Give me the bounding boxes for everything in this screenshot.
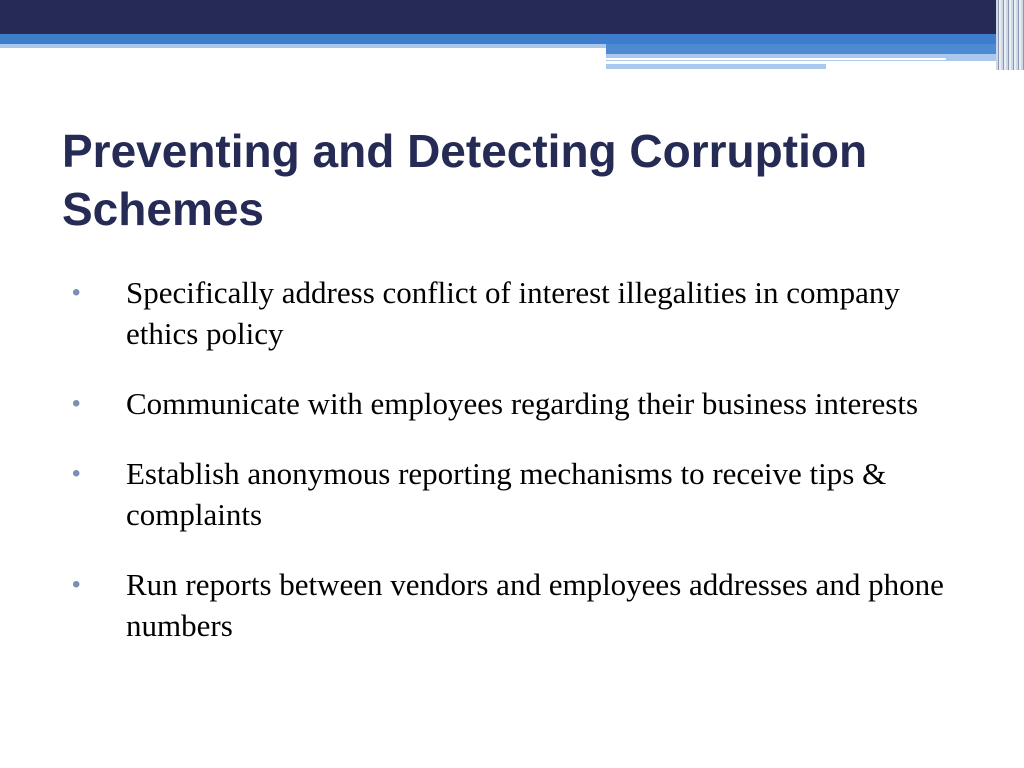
header-band-mid [606, 44, 1006, 54]
bullet-item [72, 272, 972, 354]
bullet-text: Communicate with employees regarding their business interests [126, 386, 919, 421]
bullet-dot-icon: • [72, 460, 81, 487]
bullet-list [72, 272, 972, 675]
bullet-dot-icon: • [72, 571, 81, 598]
bullet-item [72, 383, 972, 424]
bullet-dot-icon: • [72, 390, 81, 417]
header-stripes [996, 0, 1024, 70]
bullet-text: Specifically address conflict of interest illegalities in company ethics policy [126, 275, 900, 351]
header-band-navy [0, 0, 1024, 34]
header-band-light [0, 44, 606, 48]
header-band-divider [606, 58, 946, 60]
bullet-text: Establish anonymous reporting mechanisms to receive tips & complaints [126, 456, 887, 532]
bullet-item [72, 564, 972, 646]
bullet-dot-icon: • [72, 279, 81, 306]
bullet-item [72, 453, 972, 535]
header-band-blue [0, 34, 1024, 44]
bullet-text: Run reports between vendors and employees addresses and phone numbers [126, 567, 944, 643]
header-band-pale-short [606, 64, 826, 69]
slide-title: Preventing and Detecting Corruption Schemes [62, 125, 868, 235]
